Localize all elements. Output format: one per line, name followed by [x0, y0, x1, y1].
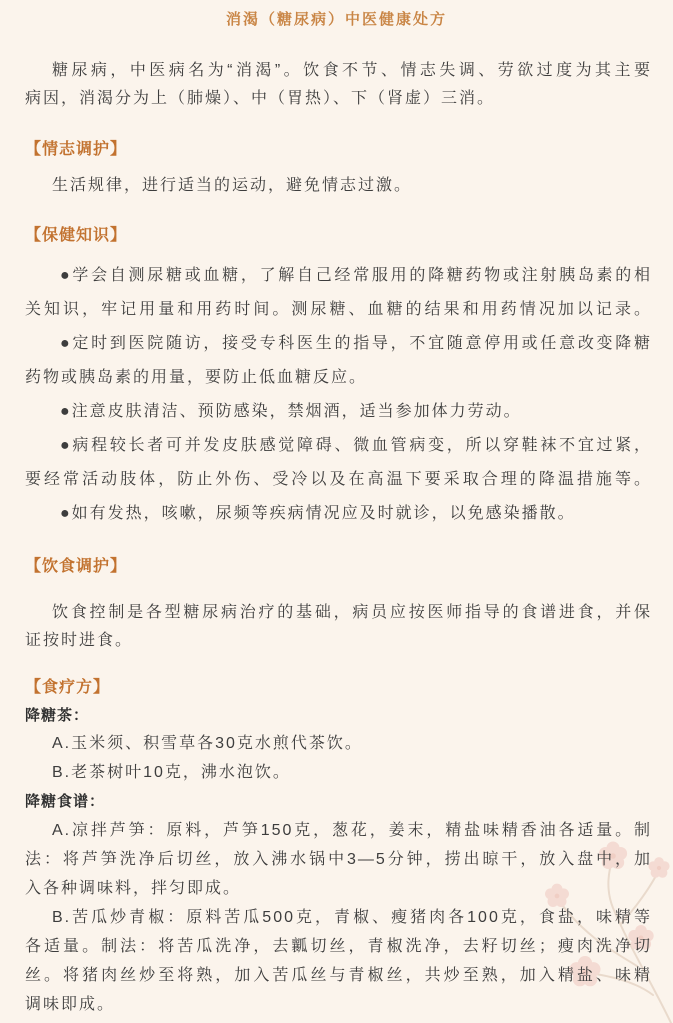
recipe-line: B.苦瓜炒青椒：原料苦瓜500克，青椒、瘦猪肉各100克，食盐，味精等	[52, 908, 652, 926]
bullet-item	[25, 395, 652, 429]
intro-line: 糖尿病，中医病名为“消渴”。饮食不节、情志失调、劳欲过度为其主要	[52, 62, 652, 79]
bullet-line: 关知识，牢记用量和用药时间。测尿糖、血糖的结果和用药情况加以记录。	[25, 301, 652, 318]
section-heading: 【饮食调护】	[25, 558, 128, 575]
intro-line: 病因，消渴分为上（肺燥）、中（胃热）、下（肾虚）三消。	[25, 90, 496, 107]
recipe-line: 法：将芦笋洗净后切丝，放入沸水锅中3—5分钟，捞出晾干，放入盘中，加	[25, 851, 652, 869]
recipe-line: B.老茶树叶10克，沸水泡饮。	[52, 764, 291, 782]
bullet-line: 药物或胰岛素的用量，要防止低血糖反应。	[25, 369, 368, 386]
paragraph-line: 证按时进食。	[25, 632, 134, 649]
recipe-line: 各适量。制法：将苦瓜洗净，去瓤切丝，青椒洗净，去籽切丝；瘦肉洗净切	[25, 937, 652, 955]
bullet-line: ●注意皮肤清洁、预防感染，禁烟酒，适当参加体力劳动。	[60, 403, 522, 420]
section-heading: 【情志调护】	[25, 141, 128, 158]
paragraph-line: 饮食控制是各型糖尿病治疗的基础，病员应按医师指导的食谱进食，并保	[52, 604, 652, 621]
bullet-list	[25, 259, 652, 531]
bullet-item	[25, 429, 652, 497]
section-paragraph	[25, 599, 652, 655]
bullet-line: ●学会自测尿糖或血糖，了解自己经常服用的降糖药物或注射胰岛素的相	[60, 267, 652, 284]
section-heading: 【食疗方】	[25, 679, 111, 696]
section-paragraph	[25, 172, 652, 200]
recipe-line: 入各种调味料，拌匀即成。	[25, 879, 242, 897]
recipe-line: A.玉米须、积雪草各30克水煎代茶饮。	[52, 735, 363, 753]
intro-paragraph	[25, 57, 652, 113]
section-heading: 【保健知识】	[25, 227, 128, 244]
recipe-line: A.凉拌芦笋：原料，芦笋150克，葱花，姜末，精盐味精香油各适量。制	[52, 822, 652, 840]
bullet-line: ●定时到医院随访，接受专科医生的指导，不宜随意停用或任意改变降糖	[60, 335, 652, 352]
recipe-line: 调味即成。	[25, 995, 116, 1013]
bullet-line: ●病程较长者可并发皮肤感觉障碍、微血管病变，所以穿鞋袜不宜过紧，	[60, 437, 652, 454]
recipe-list	[25, 702, 652, 1020]
bullet-item	[25, 327, 652, 395]
bullet-line: ●如有发热，咳嗽，尿频等疾病情况应及时就诊，以免感染播散。	[60, 505, 576, 522]
article-title: 消渴（糖尿病）中医健康处方	[225, 11, 447, 28]
tea-subheading: 降糖茶：	[25, 706, 90, 724]
recipe-item	[25, 904, 652, 1020]
recipe-item	[25, 730, 652, 759]
paragraph-line: 生活规律，进行适当的运动，避免情志过激。	[52, 177, 413, 194]
bullet-item	[25, 259, 652, 327]
recipe-line: 丝。将猪肉丝炒至将熟，加入苦瓜丝与青椒丝，共炒至熟，加入精盐、味精	[25, 966, 652, 984]
bullet-line: 要经常活动肢体，防止外伤、受冷以及在高温下要采取合理的降温措施等。	[25, 471, 652, 488]
bullet-item	[25, 497, 652, 531]
recipe-item	[25, 759, 652, 788]
recipe-item	[25, 817, 652, 904]
recipe-subheading: 降糖食谱：	[25, 793, 106, 811]
